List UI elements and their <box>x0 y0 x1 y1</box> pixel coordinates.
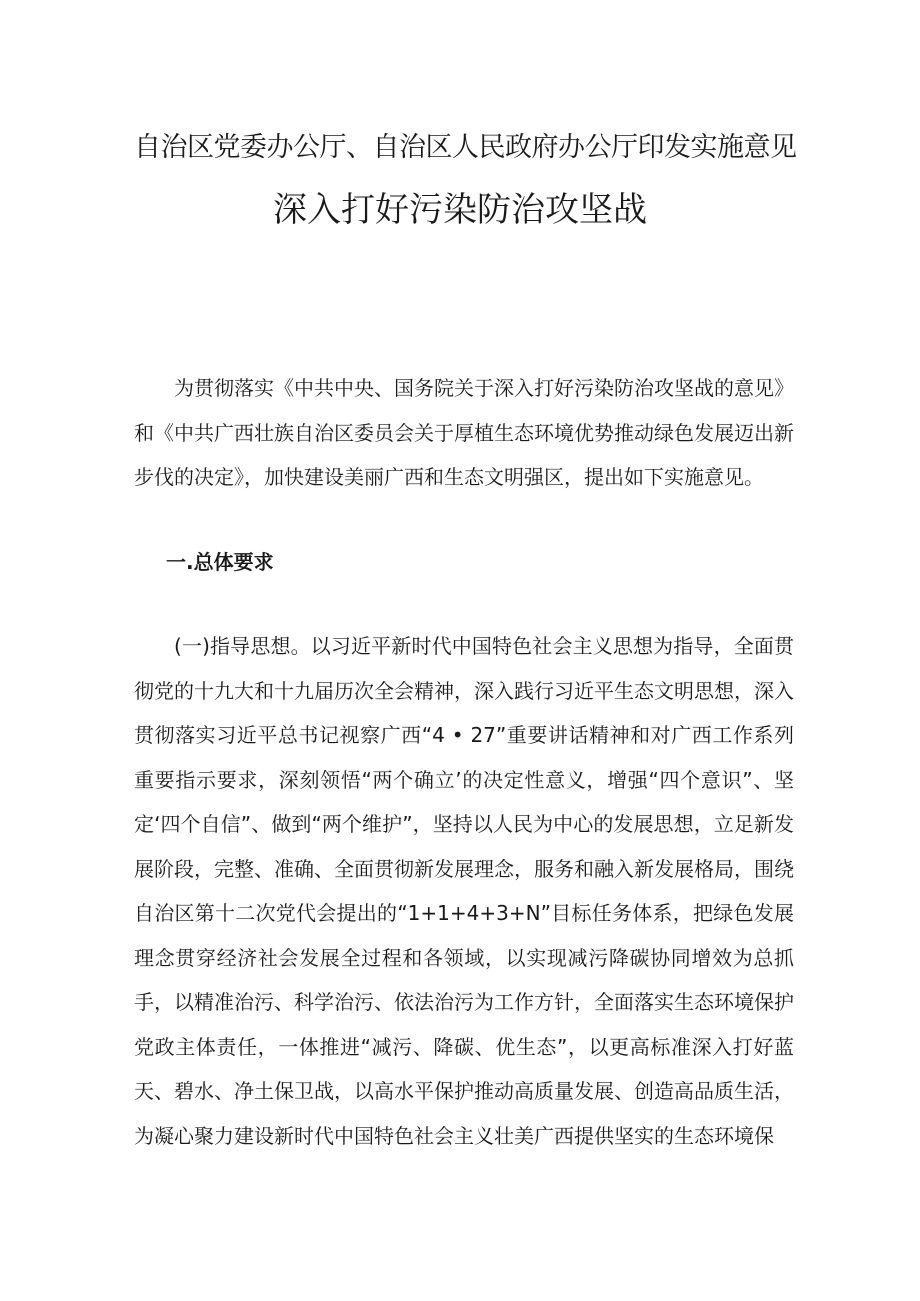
guiding-thought-paragraph: (一)指导思想。以习近平新时代中国特色社会主义思想为指导，全面贯彻党的十九大和十九届历次全会精神，深入践行习近平生态文明思想，深入贯彻落实习近平总书记视察广西“4 • 27”重要讲话精神和对广西工作系列重要指示要求，深刻领悟“两个确立’的决定性意义，增强“四个意识”、坚定‘四个自信”、做到“两个维护”，坚持以人民为中心的发展思想，立足新发展阶段，完整、准确、全面贯彻新发展理念，服务和融入新发展格局，围绕自治区第十二次党代会提出的“1+1+4+3+N”目标任务体系，把绿色发展理念贯穿经济社会发展全过程和各领域，以实现减污降碳协同增效为总抓手，以精准治污、科学治污、依法治污为工作方针，全面落实生态环境保护党政主体责任，一体推进“减污、降碳、优生态”，以更高标准深入打好蓝天、碧水、净土保卫战，以高水平保护推动高质量发展、创造高品质生活，为凝心聚力建设新时代中国特色社会主义壮美广西提供坚实的生态环境保 <box>134 634 794 1148</box>
intro-paragraph: 为贯彻落实《中共中央、国务院关于深入打好污染防治攻坚战的意见》和《中共广西壮族自治区委员会关于厚植生态环境优势推动绿色发展迈出新步伐的决定》，加快建设美丽广西和生态文明强区，提出如下实施意见。 <box>134 376 794 489</box>
document-subtitle: 自治区党委办公厅、自治区人民政府办公厅印发实施意见 <box>134 132 797 163</box>
section-heading: 一.总体要求 <box>166 550 274 574</box>
document-title: 深入打好污染防治攻坚战 <box>273 190 647 230</box>
